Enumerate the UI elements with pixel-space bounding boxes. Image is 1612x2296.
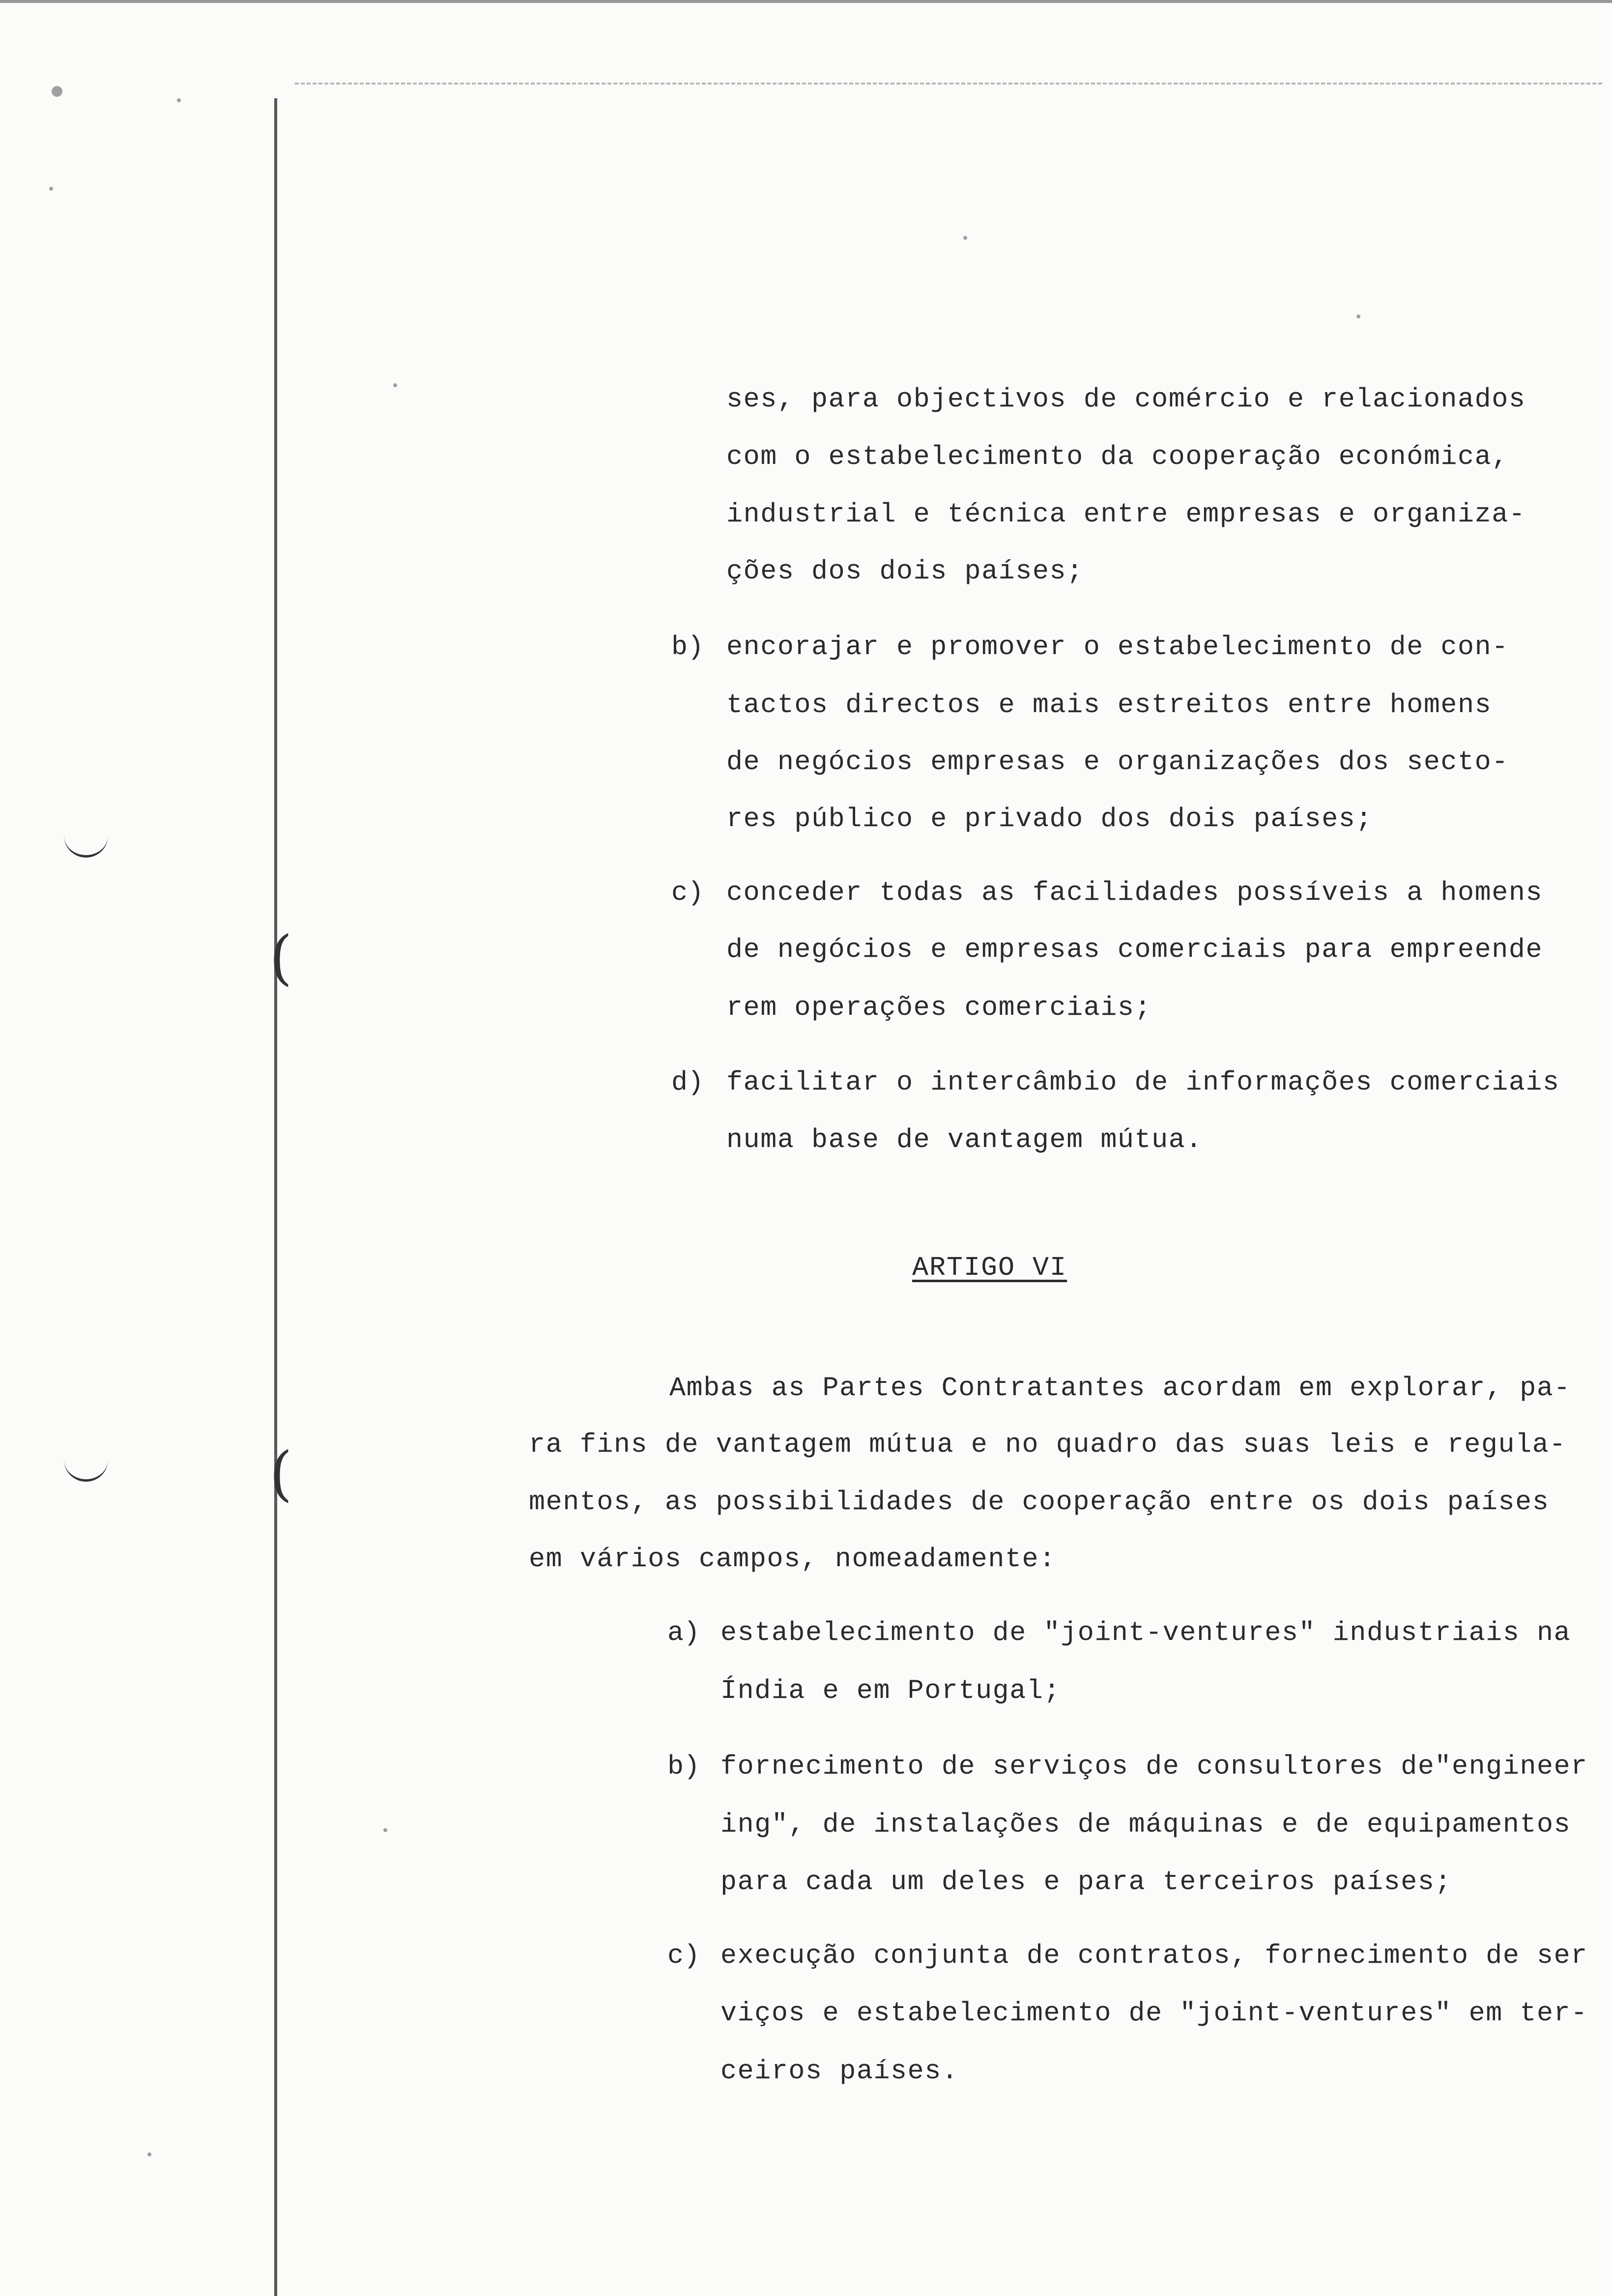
text-line: ing", de instalações de máquinas e de equipamentos <box>720 1809 1571 1840</box>
text-line: ses, para objectivos de comércio e relacionados <box>726 384 1526 415</box>
text-line: fornecimento de serviços de consultores de"engineer <box>720 1751 1588 1782</box>
text-line: com o estabelecimento da cooperação económica, <box>726 441 1509 472</box>
list-item-label: b) <box>667 1751 700 1782</box>
text-line: conceder todas as facilidades possíveis a homens <box>726 877 1543 908</box>
list-item-label: c) <box>667 1940 700 1971</box>
text-line: tactos directos e mais estreitos entre homens <box>726 689 1492 720</box>
text-line: de negócios e empresas comerciais para empreende <box>726 934 1543 965</box>
list-item-label: d) <box>671 1067 704 1098</box>
binder-paren-bottom: ( <box>269 1440 292 1508</box>
text-line: rem operações comerciais; <box>726 992 1152 1023</box>
text-line: de negócios empresas e organizações dos secto- <box>726 746 1509 777</box>
text-line: facilitar o intercâmbio de informações comerciais <box>726 1067 1560 1098</box>
left-margin-line <box>274 98 277 2296</box>
text-line: para cada um deles e para terceiros países; <box>720 1866 1452 1897</box>
speck <box>52 86 62 97</box>
speck <box>177 98 181 102</box>
speck <box>49 187 53 191</box>
text-line: res público e privado dos dois países; <box>726 804 1373 834</box>
speck <box>963 236 967 240</box>
text-line: estabelecimento de "joint-ventures" industriais na <box>720 1617 1571 1648</box>
speck <box>393 383 397 387</box>
text-line: numa base de vantagem mútua. <box>726 1124 1203 1155</box>
text-line: encorajar e promover o estabelecimento de con- <box>726 631 1509 662</box>
text-line: Índia e em Portugal; <box>720 1675 1061 1706</box>
list-item-label: a) <box>667 1617 700 1648</box>
text-line: ra fins de vantagem mútua e no quadro das suas leis e regula- <box>529 1429 1566 1460</box>
list-item-label: b) <box>671 631 704 662</box>
binder-paren-top: ( <box>269 924 292 992</box>
text-line: viços e estabelecimento de "joint-ventures" em ter- <box>720 1998 1588 2029</box>
text-line: ceiros países. <box>720 2056 959 2087</box>
text-line: execução conjunta de contratos, fornecimento de ser <box>720 1940 1588 1971</box>
speck <box>1356 315 1360 318</box>
header-dashed-rule <box>295 83 1602 85</box>
speck <box>147 2152 151 2156</box>
speck <box>383 1828 387 1832</box>
text-line: em vários campos, nomeadamente: <box>529 1544 1056 1575</box>
binder-mark-bottom <box>64 1460 108 1482</box>
text-line: ções dos dois países; <box>726 556 1084 587</box>
text-line: mentos, as possibilidades de cooperação entre os dois países <box>529 1487 1550 1518</box>
binder-mark-top <box>64 835 108 858</box>
text-line: Ambas as Partes Contratantes acordam em explorar, pa- <box>669 1373 1571 1404</box>
text-line: industrial e técnica entre empresas e organiza- <box>726 499 1526 530</box>
article-heading: ARTIGO VI <box>912 1252 1067 1283</box>
list-item-label: c) <box>671 877 704 908</box>
top-edge-rule <box>0 0 1612 3</box>
